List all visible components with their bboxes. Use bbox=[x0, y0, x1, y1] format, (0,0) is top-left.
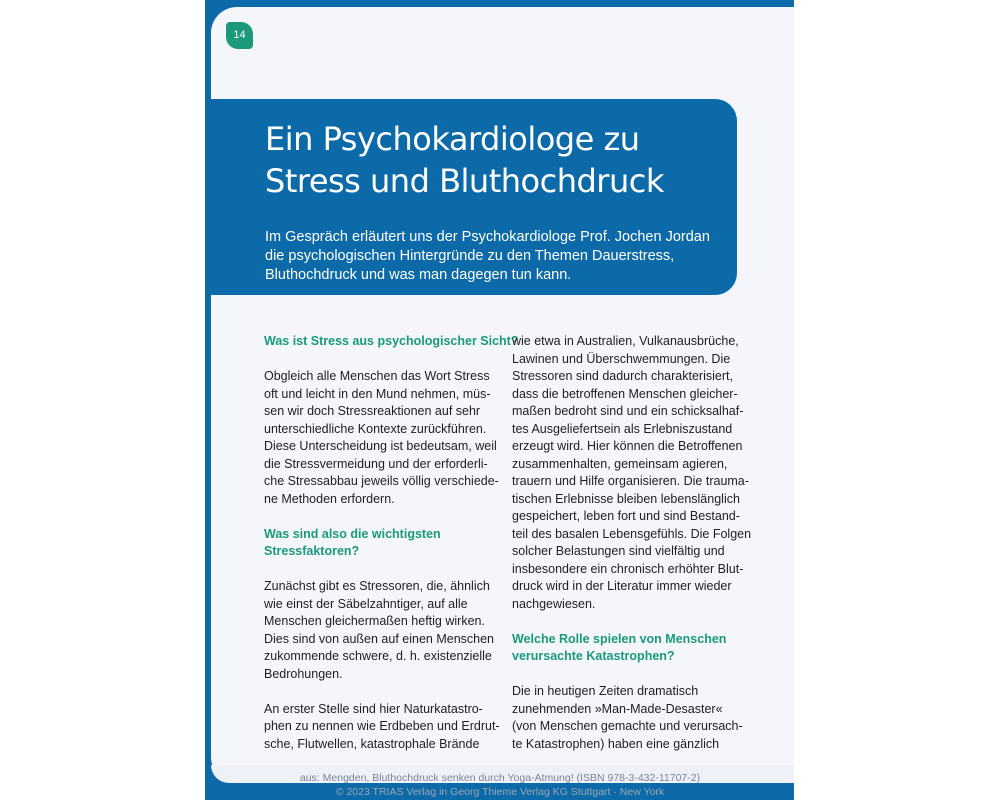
answer-paragraph: Obgleich alle Menschen das Wort Stress oft und leicht in den Mund nehmen, müs- sen wir doch Stressreaktionen auf sehr unterschiedliche Kontexte zurückführen. Diese Unterscheidung ist bedeutsam, weil die Stressvermeidung und der erforderli- che Stressabbau jeweils völlig verschiede- ne Methoden erfordern. bbox=[264, 369, 499, 506]
intro-text bbox=[265, 228, 725, 285]
question-heading: Welche Rolle spielen von Menschen verursachte Katastrophen? bbox=[512, 631, 727, 663]
right-column bbox=[512, 333, 752, 753]
answer-paragraph: An erster Stelle sind hier Naturkatastro- phen zu nennen wie Erdbeben und Erdrut- sche, Flutwellen, katastrophale Brände bbox=[264, 701, 500, 751]
intro-line: die psychologischen Hintergründe zu den Themen Dauerstress, bbox=[265, 248, 675, 264]
source-citation: aus: Mengden, Bluthochdruck senken durch Yoga-Atmung! (ISBN 978-3-432-11707-2) bbox=[299, 772, 701, 784]
answer-paragraph: Zunächst gibt es Stressoren, die, ähnlich wie einst der Säbelzahntiger, auf alle Menschen gleichermaßen heftig wirken. Dies sind von außen auf einen Menschen zukommende schwere, d. h. existenzielle Bedrohungen. bbox=[264, 579, 495, 681]
question-heading: Was ist Stress aus psychologischer Sicht? bbox=[264, 334, 519, 348]
question-heading: Was sind also die wichtigsten Stressfaktoren? bbox=[264, 526, 441, 558]
page-number-badge: 14 bbox=[226, 22, 253, 49]
left-column bbox=[264, 333, 519, 753]
page-title bbox=[265, 118, 725, 202]
copyright-notice: © 2023 TRIAS Verlag in Georg Thieme Verlag KG Stuttgart · New York bbox=[335, 786, 665, 798]
answer-paragraph: wie etwa in Australien, Vulkanausbrüche, Lawinen und Überschwemmungen. Die Stressoren sind dadurch charakterisiert, dass die betroffenen Menschen gleicher- maßen bedroht sind und ein schicksalhaf- tes Ausgeliefertsein als Erlebniszustand erzeugt wird. Hier können die Betroffenen zusammenhalten, gemeinsam agieren, trauern und Hilfe organisieren. Die trauma- tischen Erlebnisse bleiben lebenslänglich gespeichert, leben fort und sind Bestand- teil des basalen Lebensgefühls. Die Folgen solcher Belastungen sind vielfältig und insbesondere ein chronisch erhöhter Blut- druck wird in der Literatur immer wieder nachgewiesen. bbox=[512, 334, 752, 611]
answer-paragraph: Die in heutigen Zeiten dramatisch zunehmenden »Man-Made-Desaster« (von Menschen gemachte und verursach- te Katastrophen) haben eine gänzlich bbox=[512, 684, 743, 751]
intro-line: Im Gespräch erläutert uns der Psychokardiologe Prof. Jochen Jordan bbox=[265, 229, 710, 245]
title-line: Stress und Bluthochdruck bbox=[265, 162, 664, 200]
title-line: Ein Psychokardiologe zu bbox=[265, 120, 640, 158]
intro-line: Bluthochdruck und was man dagegen tun kann. bbox=[265, 267, 572, 283]
